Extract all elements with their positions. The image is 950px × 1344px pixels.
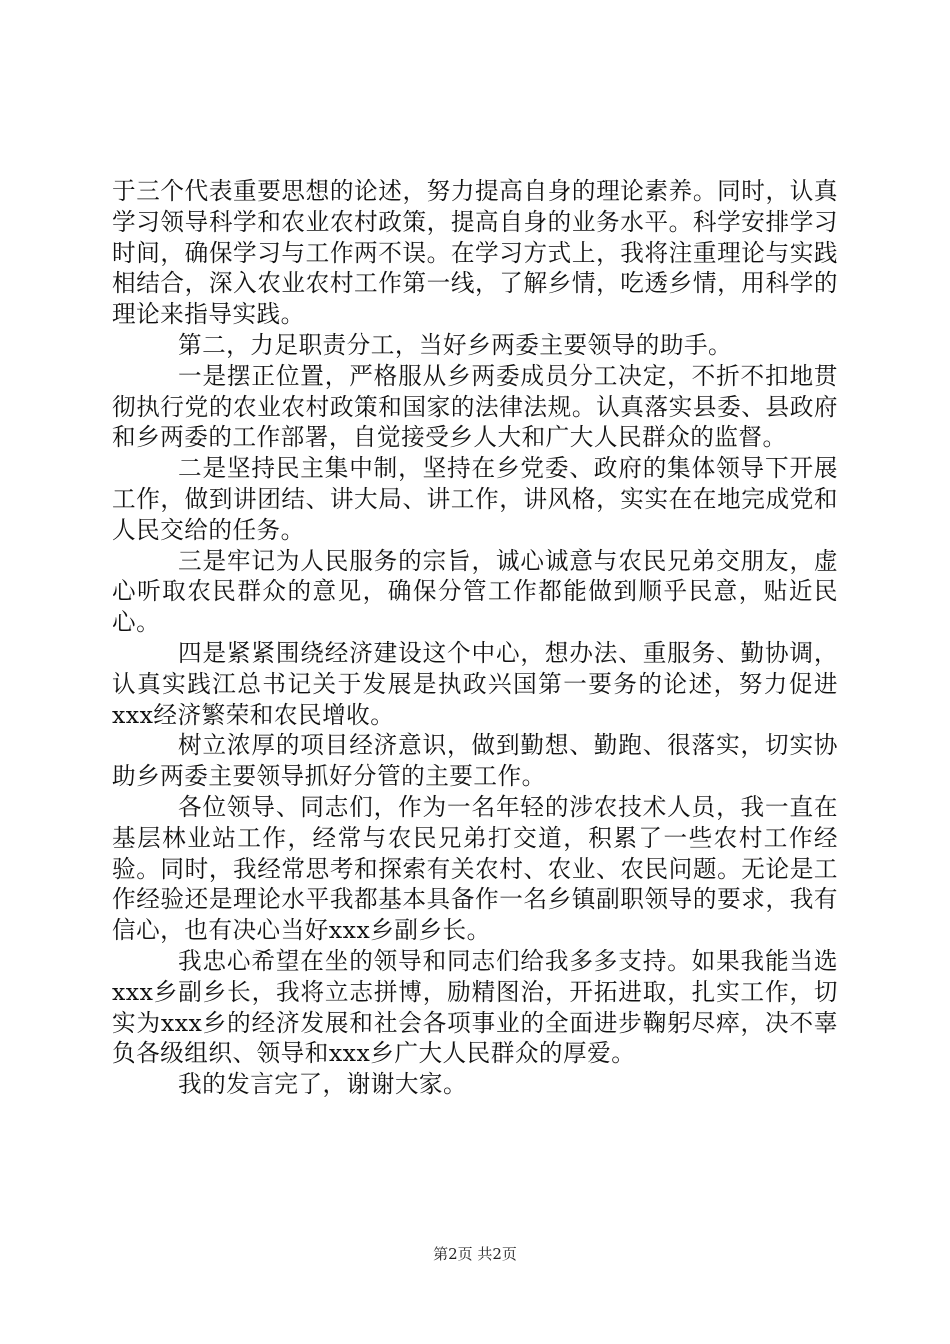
paragraph: 二是坚持民主集中制，坚持在乡党委、政府的集体领导下开展工作，做到讲团结、讲大局、讲工作，讲风格，实实在在地完成党和人民交给的任务。 [112,454,838,544]
paragraph: 四是紧紧围绕经济建设这个中心，想办法、重服务、勤协调，认真实践江总书记关于发展是执政兴国第一要务的论述，努力促进xxx经济繁荣和农民增收。 [112,638,838,729]
body-text [112,176,838,1100]
paragraph: 我的发言完了，谢谢大家。 [178,1070,468,1099]
paragraph: 于三个代表重要思想的论述，努力提高自身的理论素养。同时，认真学习领导科学和农业农村政策，提高自身的业务水平。科学安排学习时间，确保学习与工作两不误。在学习方式上，我将注重理论与实践相结合，深入农业农村工作第一线，了解乡情，吃透乡情，用科学的理论来指导实践。 [112,177,838,329]
paragraph: 我忠心希望在坐的领导和同志们给我多多支持。如果我能当选xxx乡副乡长，我将立志拼博，励精图治，开拓进取，扎实工作，切实为xxx乡的经济发展和社会各项事业的全面进步鞠躬尽瘁，决不辜负各级组织、领导和xxx乡广大人民群众的厚爱。 [112,946,838,1068]
paragraph: 各位领导、同志们，作为一名年轻的涉农技术人员，我一直在基层林业站工作，经常与农民兄弟打交道，积累了一些农村工作经验。同时，我经常思考和探索有关农村、农业、农民问题。无论是工作经验还是理论水平我都基本具备作一名乡镇副职领导的要求，我有信心，也有决心当好xxx乡副乡长。 [112,792,838,945]
paragraph: 一是摆正位置，严格服从乡两委成员分工决定，不折不扣地贯彻执行党的农业农村政策和国家的法律法规。认真落实县委、县政府和乡两委的工作部署，自觉接受乡人大和广大人民群众的监督。 [112,361,838,452]
paragraph: 三是牢记为人民服务的宗旨，诚心诚意与农民兄弟交朋友，虚心听取农民群众的意见，确保分管工作都能做到顺乎民意，贴近民心。 [112,546,838,637]
page-footer [0,1244,950,1264]
page-number-label: 第2页 共2页 [433,1245,517,1263]
paragraph: 第二，力足职责分工，当好乡两委主要领导的助手。 [178,330,733,359]
paragraph: 树立浓厚的项目经济意识，做到勤想、勤跑、很落实，切实协助乡两委主要领导抓好分管的主要工作。 [112,731,838,791]
